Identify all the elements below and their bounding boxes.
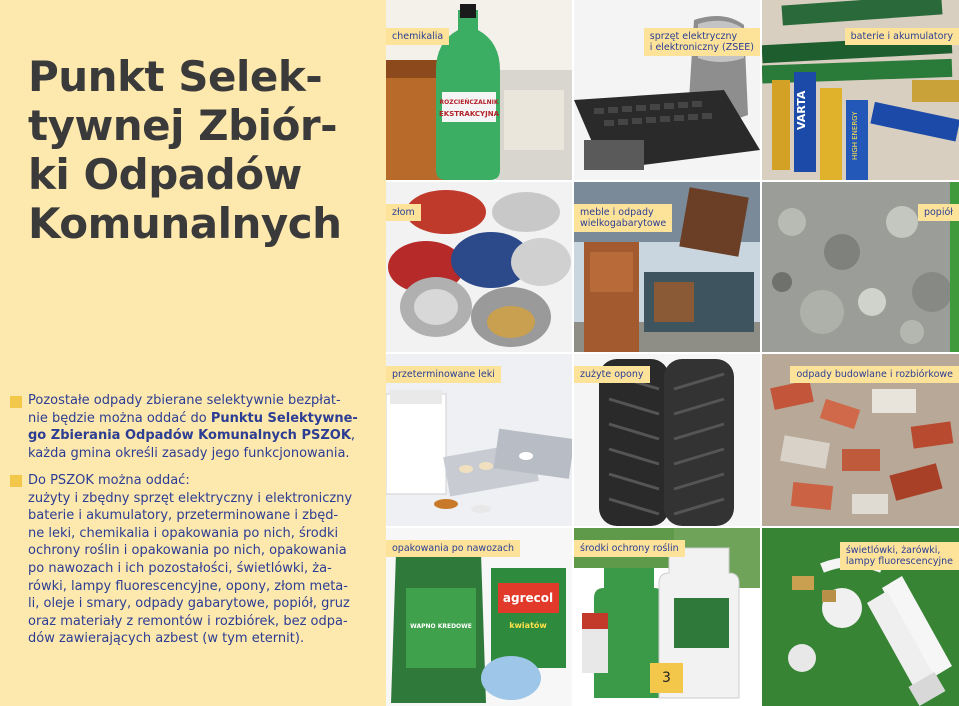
label-chemikalia: chemikalia bbox=[386, 28, 449, 45]
bullet-marker bbox=[10, 396, 22, 408]
label-text: HIGH ENERGY bbox=[851, 111, 859, 160]
photo-baterie bbox=[762, 0, 959, 180]
intro-paragraph: Pozostałe odpady zbierane selektywnie bezpłat- nie będzie można oddać do Punktu Selektywne- go Zbierania Odpadów Komunalnych PSZOK, każda gmina określi zasady jego funkcjonowania. bbox=[28, 393, 358, 461]
photo-grid bbox=[386, 0, 959, 706]
photo-meble bbox=[574, 182, 760, 352]
photo-chemikalia bbox=[386, 0, 572, 180]
label-srodki: środki ochrony roślin bbox=[574, 540, 685, 557]
photo-zsee bbox=[574, 0, 760, 180]
label-text: kwiatów bbox=[509, 621, 547, 630]
label-swietlowki: świetlówki, żarówki, lampy fluorescencyjne bbox=[840, 542, 959, 570]
label-leki: przeterminowane leki bbox=[386, 366, 501, 383]
page-number: 3 bbox=[650, 663, 683, 693]
bullet-marker bbox=[10, 475, 22, 487]
photo-zlom bbox=[386, 182, 572, 352]
label-zlom: złom bbox=[386, 204, 421, 221]
label-text: agrecol bbox=[502, 591, 554, 605]
label-baterie: baterie i akumulatory bbox=[845, 28, 959, 45]
label-text: EKSTRAKCYJNA bbox=[438, 110, 500, 118]
photo-opony bbox=[574, 354, 760, 526]
page-title: Punkt Selek- tywnej Zbiór- ki Odpadów Komunalnych bbox=[28, 52, 342, 248]
label-meble: meble i odpady wielkogabarytowe bbox=[574, 204, 672, 232]
photo-leki bbox=[386, 354, 572, 526]
accepted-waste-paragraph: Do PSZOK można oddać: zużyty i zbędny sprzęt elektryczny i elektroniczny baterie i akumulatory, przeterminowane i zbęd- ne leki, chemikalia i opakowania po nich, środki ochrony roślin i opakowania po nich, opakowania po nawozach i ich pozostałości, świetlówki, ża- rówki, lampy fluorescencyjne, opony, złom meta- li, oleje i smary, odpady gabarytowe, popiół, gruz oraz materiały z remontów i rozbiórek, bez odpa- dów zawierających azbest (w tym eternit). bbox=[28, 473, 353, 647]
photo-popiol bbox=[762, 182, 959, 352]
left-panel bbox=[0, 0, 386, 706]
label-opony: zużyte opony bbox=[574, 366, 650, 383]
label-zsee: sprzęt elektryczny i elektroniczny (ZSEE) bbox=[644, 28, 760, 56]
label-gruz: odpady budowlane i rozbiórkowe bbox=[790, 366, 959, 383]
photo-nawozy bbox=[386, 528, 572, 706]
label-text: WAPNO KREDOWE bbox=[410, 623, 472, 630]
label-popiol: popiół bbox=[918, 204, 959, 221]
label-nawozy: opakowania po nawozach bbox=[386, 540, 520, 557]
photo-swietlowki bbox=[762, 528, 959, 706]
label-text: VARTA bbox=[795, 90, 808, 130]
photo-gruz bbox=[762, 354, 959, 526]
label-text: ROZCIEŃCZALNIK bbox=[439, 99, 499, 106]
